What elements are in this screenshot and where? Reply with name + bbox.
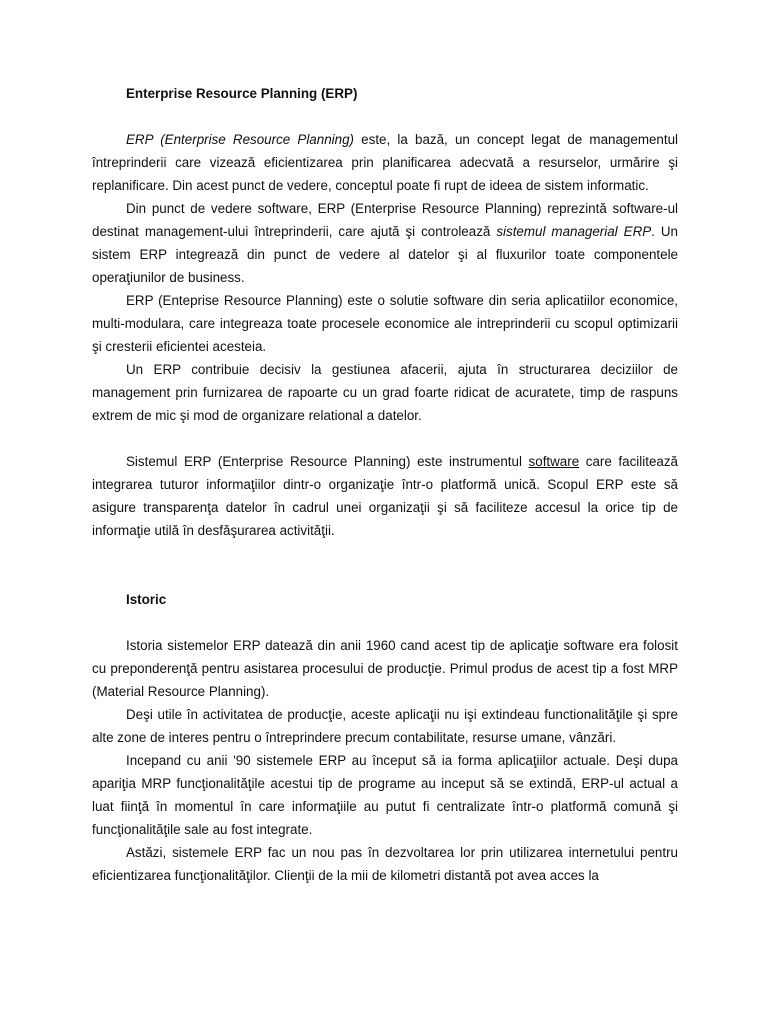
paragraph-text: Sistemul ERP (Enterprise Resource Planning) este instrumentul (126, 454, 529, 469)
document-page (92, 82, 678, 887)
italic-term: sistemul managerial ERP (496, 224, 652, 239)
paragraph-text: care facilitează integrarea tuturor informaţiilor dintr-o organizaţie într-o platformă unică. Scopul ERP este să asigure transparenţa datelor în cadrul unei organizaţii şi să faciliteze accesul la orice tip de informaţie utilă în desfăşurarea activităţii. (92, 454, 678, 538)
italic-lead: ERP (Enterprise Resource Planning) (126, 132, 354, 147)
paragraph-history-limits: Deşi utile în activitatea de producţie, aceste aplicaţii nu işi extindeau functionalităţile şi spre alte zone de interes pentru o întreprindere precum contabilitate, resurse umane, vânzări. (92, 707, 678, 745)
paragraph-erp-solution: ERP (Enteprise Resource Planning) este o solutie software din seria aplicatiilor economice, multi-modulara, care integreaza toate procesele economice ale intreprinderii cu scopul optimizarii şi cresterii eficientei acesteia. (92, 293, 678, 354)
section-heading-istoric: Istoric (126, 592, 167, 607)
paragraph-erp-system (92, 450, 678, 542)
paragraph-erp-contribution: Un ERP contribuie decisiv la gestiunea afacerii, ajuta în structurarea deciziilor de management prin furnizarea de rapoarte cu un grad foarte ridicat de acuratete, timp de raspuns extrem de mic şi mod de organizare relational a datelor. (92, 362, 678, 423)
paragraph-history-origins: Istoria sistemelor ERP datează din anii 1960 cand acest tip de aplicaţie software era folosit cu preponderenţă pentru asistarea procesului de producţie. Primul produs de acest tip a fost MRP (Material Resource Planning). (92, 638, 678, 699)
paragraph-history-today: Astăzi, sistemele ERP fac un nou pas în dezvoltarea lor prin utilizarea internetului pentru eficientizarea funcţionalităţilor. Clienţii de la mii de kilometri distantă pot avea acces la (92, 845, 678, 883)
paragraph-erp-definition (92, 128, 678, 197)
software-link[interactable]: software (528, 454, 580, 469)
section-heading-erp: Enterprise Resource Planning (ERP) (126, 86, 358, 101)
paragraph-text: Din punct de vedere software, ERP (Enterprise Resource Planning) reprezintă software-ul destinat management-ului întreprinderii, care ajută şi controlează (92, 201, 678, 239)
paragraph-history-90s: Incepand cu anii '90 sistemele ERP au început să ia forma aplicaţiilor actuale. Deşi dupa apariţia MRP funcţionalităţile acestui tip de programe au inceput să se extindă, ERP-ul actual a luat fiinţă în momentul în care informaţiile au putut fi centralizate într-o platformă comună şi funcţionalităţile sale au fost integrate. (92, 753, 678, 837)
paragraph-text: este, la bază, un concept legat de managementul întreprinderii care vizează eficientizarea prin planificarea adecvată a resurselor, urmărire şi replanificare. Din acest punct de vedere, conceptul poate fi rupt de ideea de sistem informatic. (92, 132, 679, 193)
paragraph-erp-software (92, 197, 678, 289)
paragraph-text: . Un sistem ERP integrează din punct de vedere al datelor şi al fluxurilor toate componentele operaţiunilor de business. (92, 224, 678, 285)
